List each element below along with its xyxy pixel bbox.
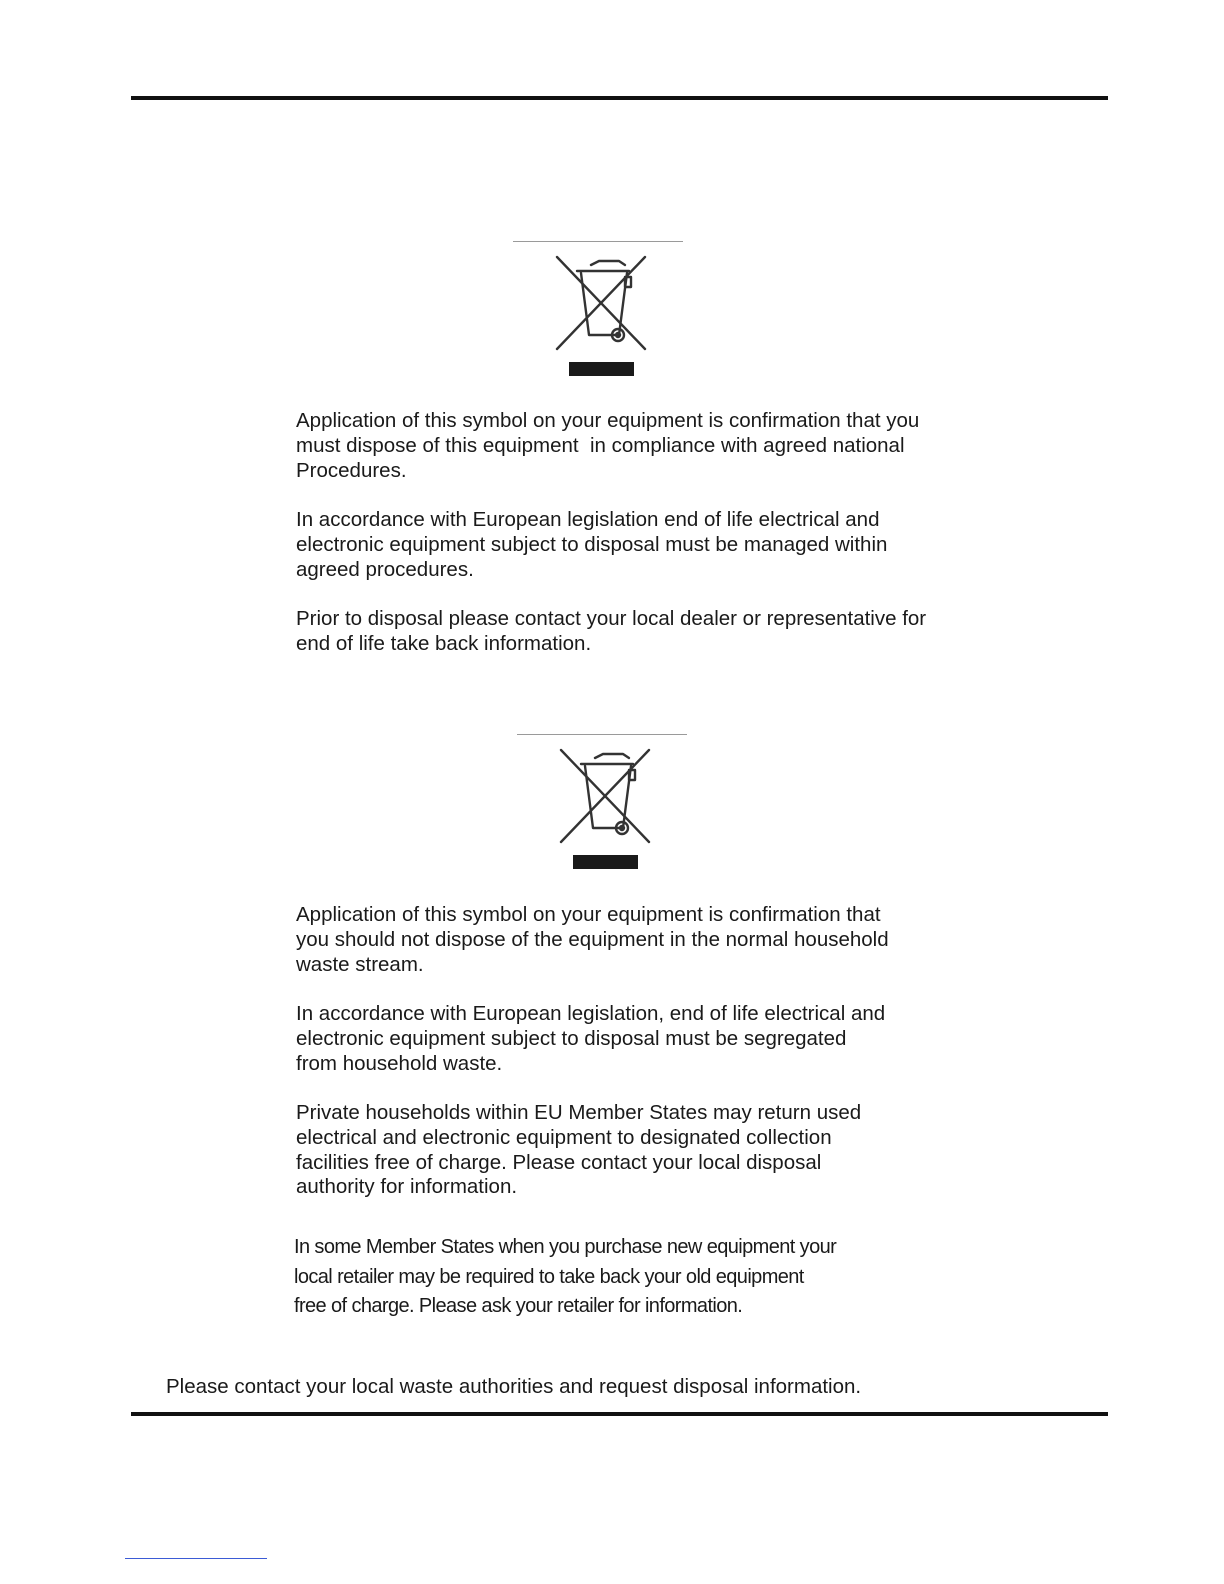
symbol-bar — [569, 362, 634, 376]
text-line: you should not dispose of the equipment in the normal household — [296, 927, 889, 951]
text-line: end of life take back information. — [296, 631, 592, 655]
text-line: In accordance with European legislation end of life electrical and — [296, 508, 880, 531]
crossed-out-wheeled-bin-icon — [557, 748, 653, 844]
footer-note: Please contact your local waste authorities and request disposal information. — [166, 1375, 862, 1398]
bottom-rule — [131, 1412, 1108, 1416]
text-line: In accordance with European legislation, end of life electrical and — [296, 1002, 886, 1025]
text-line: must dispose of this equipment in compliance with agreed national — [296, 433, 905, 457]
text-line: Private households within EU Member States may return used — [296, 1101, 862, 1124]
symbol-2-paragraph-3 — [296, 1101, 1016, 1200]
symbol-1-paragraph-3 — [296, 607, 1016, 657]
symbol-1-paragraph-1 — [296, 409, 1016, 483]
weee-symbol-2 — [517, 734, 687, 870]
symbol-2-paragraph-2 — [296, 1002, 1016, 1076]
top-rule — [131, 96, 1108, 100]
symbol-divider — [513, 241, 683, 242]
text-line: In some Member States when you purchase new equipment your — [294, 1236, 837, 1258]
text-line: electronic equipment subject to disposal must be segregated — [296, 1026, 847, 1050]
text-line: Application of this symbol on your equipment is confirmation that you — [296, 409, 920, 432]
symbol-1-paragraph-2 — [296, 508, 1016, 582]
symbol-2-paragraph-1 — [296, 903, 1016, 977]
symbol-divider — [517, 734, 687, 735]
text-line: Application of this symbol on your equipment is confirmation that — [296, 903, 881, 926]
crossed-out-wheeled-bin-icon — [553, 255, 649, 351]
text-line: agreed procedures. — [296, 557, 474, 581]
text-line: free of charge. Please ask your retailer for information. — [294, 1295, 743, 1317]
text-line: Prior to disposal please contact your local dealer or representative for — [296, 607, 927, 630]
symbol-2-paragraph-4 — [294, 1233, 1014, 1322]
text-line: authority for information. — [296, 1175, 518, 1199]
text-line: Procedures. — [296, 458, 407, 482]
link-underline — [125, 1558, 267, 1559]
text-line: electrical and electronic equipment to designated collection — [296, 1125, 832, 1149]
text-line: electronic equipment subject to disposal must be managed within — [296, 532, 888, 556]
weee-symbol-1 — [513, 241, 683, 377]
text-line: local retailer may be required to take back your old equipment — [294, 1265, 804, 1288]
symbol-bar — [573, 855, 638, 869]
text-line: from household waste. — [296, 1051, 503, 1075]
text-line: waste stream. — [296, 952, 424, 976]
text-line: facilities free of charge. Please contact your local disposal — [296, 1150, 822, 1174]
